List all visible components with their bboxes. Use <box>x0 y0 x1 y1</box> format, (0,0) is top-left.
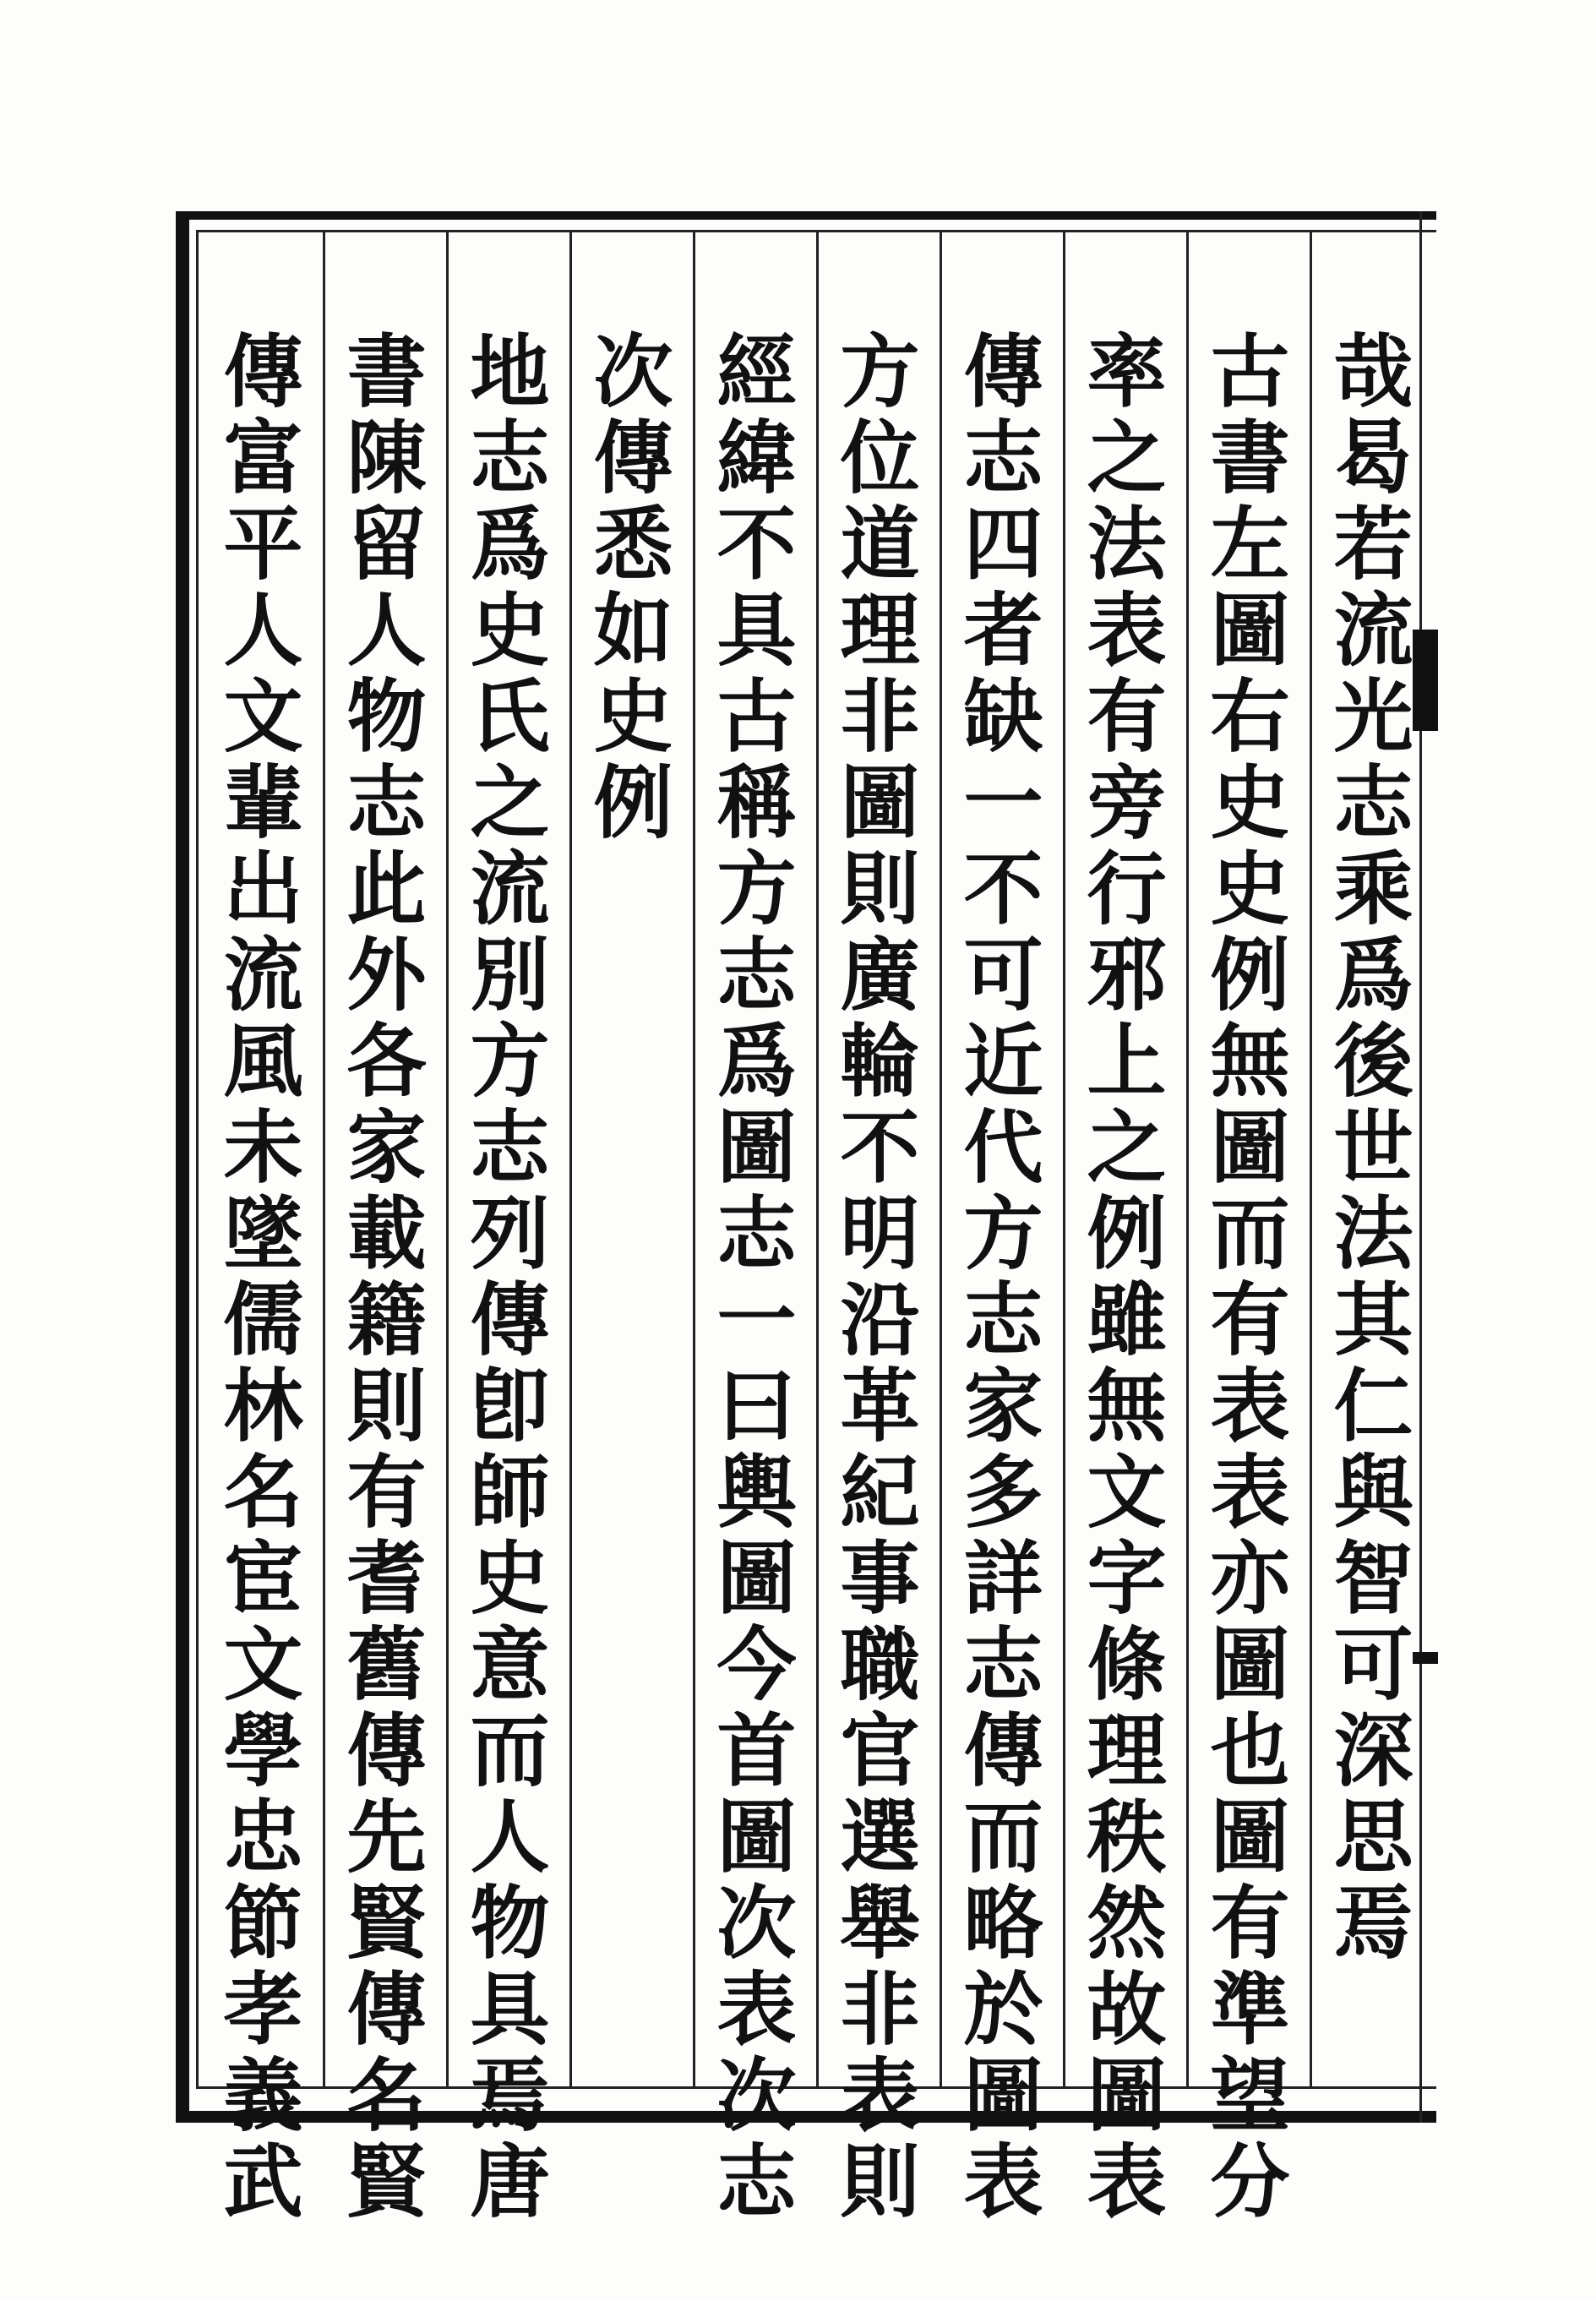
column-rule <box>816 232 819 2089</box>
text-column-9: 書陳留人物志此外各家載籍則有耆舊傳先賢傳名賢 <box>333 330 426 2226</box>
column-rule <box>569 232 572 2089</box>
text-column-8: 地志爲史氏之流別方志列傳卽師史意而人物具焉唐 <box>456 330 549 2226</box>
text-column-10: 傳富平人文輩出流風未墜儒林名宦文學忠節孝義武 <box>210 330 302 2226</box>
text-column-1: 哉曷若流光志乘爲後世法其仁與智可深思焉 <box>1320 330 1413 1967</box>
fold-edge <box>1419 211 1438 2123</box>
column-rule <box>940 232 942 2089</box>
column-rule <box>1310 232 1312 2089</box>
text-column-5: 方位道理非圖則廣輪不明沿革紀事職官選舉非表則 <box>826 330 919 2226</box>
column-rule <box>323 232 325 2089</box>
text-column-7: 次傳悉如史例 <box>580 330 673 847</box>
fold-tick-mark <box>1413 1652 1438 1664</box>
column-rule <box>693 232 695 2089</box>
fold-block-mark <box>1413 630 1438 731</box>
text-column-2: 古書左圖右史史例無圖而有表表亦圖也圖有準望分 <box>1196 330 1289 2226</box>
column-rule <box>1063 232 1065 2089</box>
text-column-3: 率之法表有旁行邪上之例雖無文字條理秩然故圖表 <box>1073 330 1166 2226</box>
column-rule <box>1186 232 1189 2089</box>
text-column-4: 傳志四者缺一不可近代方志家多詳志傳而略於圖表 <box>950 330 1043 2226</box>
text-column-6: 經緯不具古稱方志爲圖志一曰輿圖今首圖次表次志 <box>703 330 796 2226</box>
column-rule <box>446 232 449 2089</box>
